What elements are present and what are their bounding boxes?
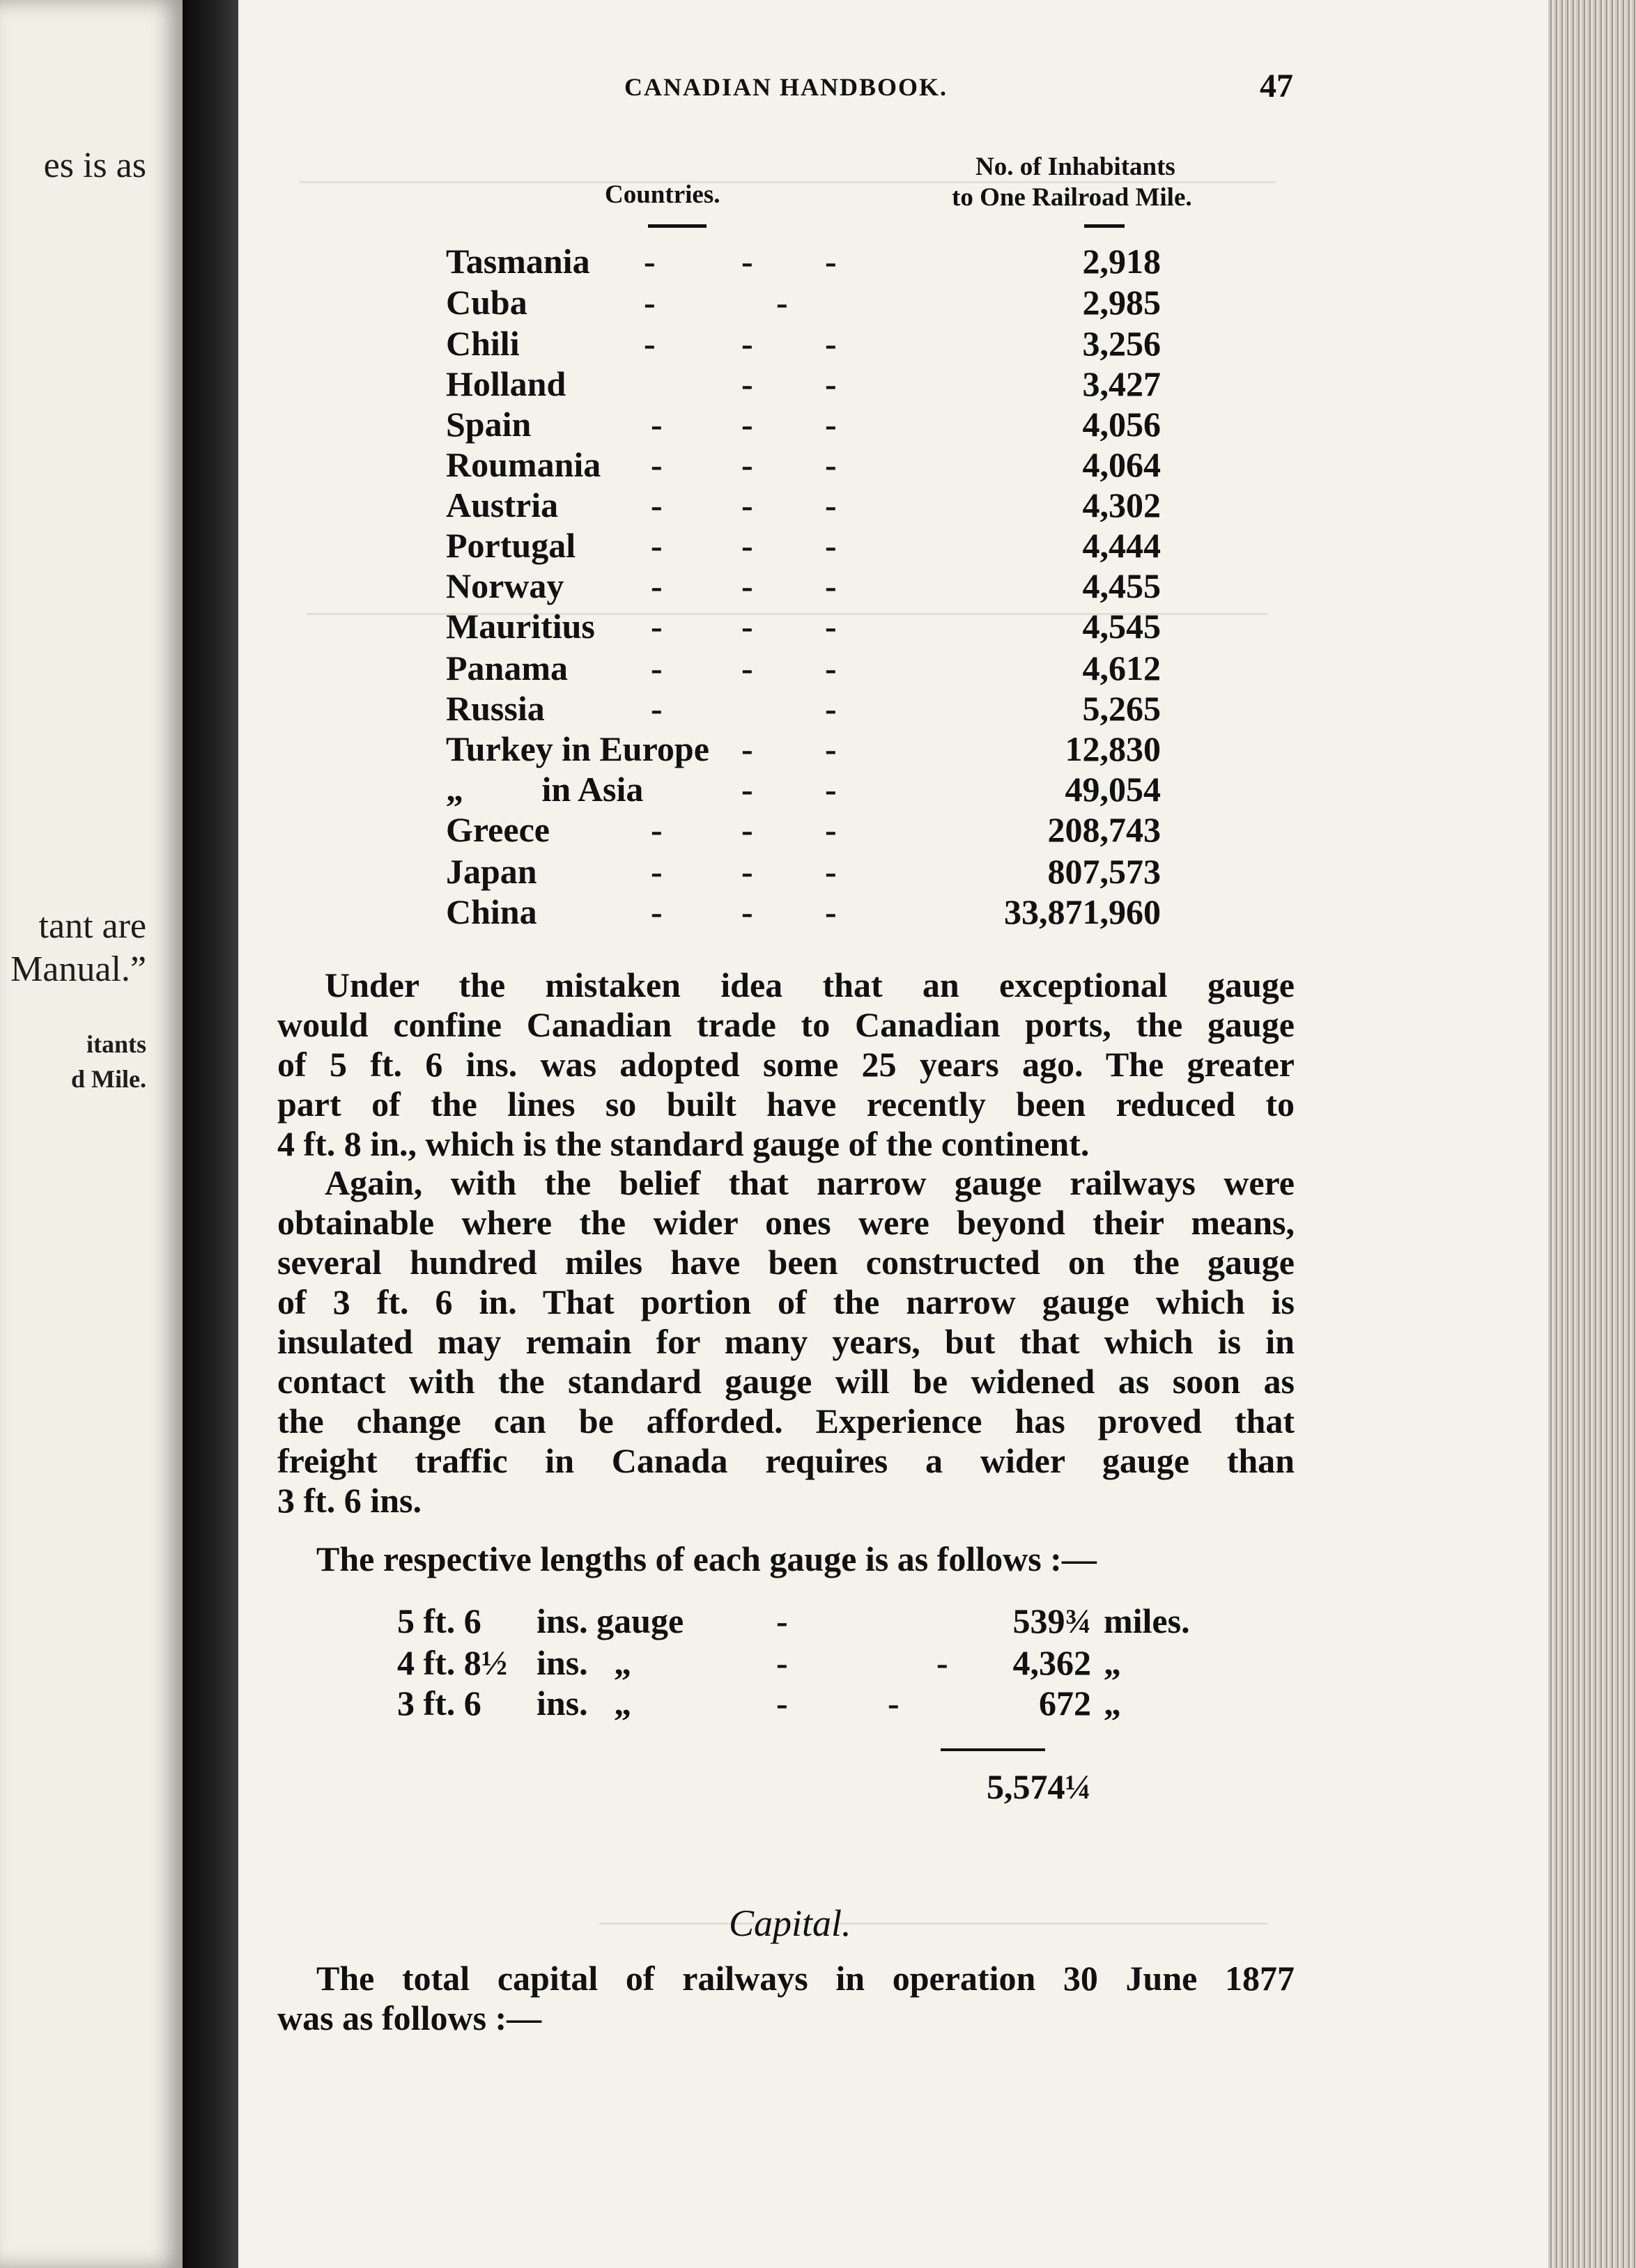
gauge-unit: ins. gauge bbox=[537, 1601, 684, 1640]
text-line: 3 ft. 6 ins. bbox=[277, 1481, 422, 1520]
left-fragment-text: d Mile. bbox=[71, 1065, 146, 1093]
gauge-row: 4 ft. 8½ ins. „ - - 4,362 „ bbox=[397, 1643, 1121, 1682]
value-cell: 3,256 bbox=[1082, 324, 1161, 363]
left-fragment-text: tant are bbox=[38, 906, 146, 946]
country-cell: Portugal bbox=[446, 526, 576, 565]
table-row: „ in Asia - - 49,054 bbox=[446, 770, 1161, 809]
gauge-total: 5,574¼ bbox=[987, 1767, 1091, 1806]
value-cell: 4,056 bbox=[1082, 405, 1161, 444]
country-cell: „ in Asia bbox=[446, 770, 644, 809]
value-cell: 5,265 bbox=[1082, 689, 1161, 728]
table-row: Norway - - - 4,455 bbox=[446, 566, 1161, 605]
table-row: Austria - - - 4,302 bbox=[446, 486, 1161, 525]
country-cell: Spain bbox=[446, 405, 532, 444]
text-line: would confine Canadian trade to Canadian ports, the gauge bbox=[277, 1005, 1295, 1044]
country-cell: Norway bbox=[446, 566, 564, 605]
table-row: Greece - - - 208,743 bbox=[446, 810, 1161, 849]
gauge-suffix: miles. bbox=[1104, 1601, 1190, 1640]
left-fragment-text: Manual.” bbox=[10, 949, 146, 989]
paragraph-gauge-history bbox=[277, 965, 1295, 1164]
value-cell: 208,743 bbox=[1047, 810, 1161, 849]
gauge-suffix: „ bbox=[1104, 1643, 1121, 1682]
country-cell: Cuba bbox=[446, 283, 527, 322]
value-cell: 49,054 bbox=[1065, 770, 1161, 809]
gauge-total-row bbox=[397, 1766, 1205, 1808]
text-line: freight traffic in Canada requires a wider gauge than bbox=[277, 1441, 1295, 1480]
table-row: Holland - - 3,427 bbox=[446, 364, 1161, 403]
table-row: Portugal - - - 4,444 bbox=[446, 526, 1161, 565]
gauge-row: 3 ft. 6 ins. „ - - 672 „ bbox=[397, 1684, 1121, 1723]
country-cell: Roumania bbox=[446, 445, 601, 484]
text-line: insulated may remain for many years, but that which is in bbox=[277, 1322, 1295, 1361]
text-line: was as follows :— bbox=[277, 1998, 542, 2037]
country-cell: Tasmania bbox=[446, 242, 590, 281]
gauge-value: 4,362 bbox=[1012, 1643, 1091, 1682]
running-header: CANADIAN HANDBOOK. bbox=[624, 73, 948, 101]
value-cell: 2,985 bbox=[1082, 283, 1161, 322]
country-cell: Panama bbox=[446, 648, 568, 688]
table-row: Panama - - - 4,612 bbox=[446, 648, 1161, 688]
gauge-value: 672 bbox=[1039, 1684, 1091, 1723]
text-line: obtainable where the wider ones were beyond their means, bbox=[277, 1203, 1295, 1242]
gauge-value: 539¾ bbox=[1012, 1601, 1091, 1640]
country-cell: Mauritius bbox=[446, 607, 595, 646]
column-header-inhabitants-1: No. of Inhabitants bbox=[975, 153, 1175, 181]
value-cell: 4,444 bbox=[1082, 526, 1161, 565]
table-row: China - - - 33,871,960 bbox=[446, 892, 1161, 931]
table-row: Chili - - - 3,256 bbox=[446, 324, 1161, 363]
country-cell: Japan bbox=[446, 852, 537, 891]
text-line: 4 ft. 8 in., which is the standard gauge of the continent. bbox=[277, 1124, 1090, 1163]
gauge-row: 5 ft. 6 ins. gauge - 539¾ miles. bbox=[397, 1601, 1190, 1640]
text-line: The respective lengths of each gauge is as follows :— bbox=[316, 1539, 1097, 1578]
value-cell: 4,612 bbox=[1082, 648, 1161, 688]
value-cell: 33,871,960 bbox=[1004, 892, 1161, 931]
text-line: Again, with the belief that narrow gauge railways were bbox=[325, 1163, 1295, 1202]
header-rule bbox=[648, 224, 707, 228]
text-line: of 3 ft. 6 in. That portion of the narrow gauge which is bbox=[277, 1282, 1295, 1321]
value-cell: 2,918 bbox=[1082, 242, 1161, 281]
table-row: Mauritius - - - 4,545 bbox=[446, 607, 1161, 646]
section-title: Capital. bbox=[729, 1902, 851, 1944]
paragraph-gauge-lengths bbox=[277, 1539, 1295, 1579]
value-cell: 4,302 bbox=[1082, 486, 1161, 525]
text-line: part of the lines so built have recently been reduced to bbox=[277, 1085, 1295, 1124]
header-rule bbox=[1084, 224, 1125, 228]
table-row: Japan - - - 807,573 bbox=[446, 852, 1161, 891]
gauge-size: 4 ft. 8½ bbox=[397, 1643, 508, 1682]
table-row: Tasmania - - - 2,918 bbox=[446, 242, 1161, 281]
page-edges bbox=[1548, 0, 1636, 2268]
value-cell: 12,830 bbox=[1065, 729, 1161, 768]
text-line: Under the mistaken idea that an exceptional gauge bbox=[325, 965, 1295, 1004]
value-cell: 4,064 bbox=[1082, 445, 1161, 484]
paragraph-narrow-gauge bbox=[277, 1163, 1295, 1521]
table-row: Spain - - - 4,056 bbox=[446, 405, 1161, 444]
table-row: Cuba - - 2,985 bbox=[446, 283, 1161, 322]
country-cell: Russia bbox=[446, 689, 545, 728]
text-line: The total capital of railways in operation 30 June 1877 bbox=[316, 1959, 1295, 1998]
gauge-size: 3 ft. 6 bbox=[397, 1684, 481, 1723]
country-cell: Holland bbox=[446, 364, 566, 403]
table-row: Turkey in Europe - - 12,830 bbox=[446, 729, 1161, 768]
country-cell: China bbox=[446, 892, 537, 931]
country-cell: Austria bbox=[446, 486, 559, 525]
page-number: 47 bbox=[1260, 68, 1293, 104]
paragraph-capital bbox=[277, 1959, 1295, 2038]
gauge-size: 5 ft. 6 bbox=[397, 1601, 481, 1640]
table-row: Russia - - 5,265 bbox=[446, 689, 1161, 728]
previous-page-fragment bbox=[0, 0, 183, 2268]
gauge-unit: ins. „ bbox=[537, 1684, 632, 1723]
value-cell: 4,455 bbox=[1082, 566, 1161, 605]
text-line: contact with the standard gauge will be widened as soon as bbox=[277, 1362, 1295, 1401]
text-line: of 5 ft. 6 ins. was adopted some 25 years ago. The greater bbox=[277, 1045, 1295, 1084]
table-row: Roumania - - - 4,064 bbox=[446, 445, 1161, 484]
country-cell: Chili bbox=[446, 324, 520, 363]
gauge-unit: ins. „ bbox=[537, 1643, 632, 1682]
column-header-inhabitants-2: to One Railroad Mile. bbox=[952, 183, 1192, 212]
value-cell: 3,427 bbox=[1082, 364, 1161, 403]
column-header-countries: Countries. bbox=[605, 180, 720, 209]
gauge-suffix: „ bbox=[1104, 1684, 1121, 1723]
text-line: the change can be afforded. Experience has proved that bbox=[277, 1401, 1295, 1440]
country-cell: Greece bbox=[446, 810, 550, 849]
book-gutter bbox=[183, 0, 238, 2268]
left-fragment-text: es is as bbox=[43, 146, 146, 185]
left-fragment-text: itants bbox=[86, 1030, 146, 1058]
value-cell: 4,545 bbox=[1082, 607, 1161, 646]
value-cell: 807,573 bbox=[1047, 852, 1161, 891]
country-cell: Turkey in Europe bbox=[446, 729, 709, 768]
text-line: several hundred miles have been constructed on the gauge bbox=[277, 1243, 1295, 1282]
total-rule bbox=[941, 1748, 1045, 1751]
